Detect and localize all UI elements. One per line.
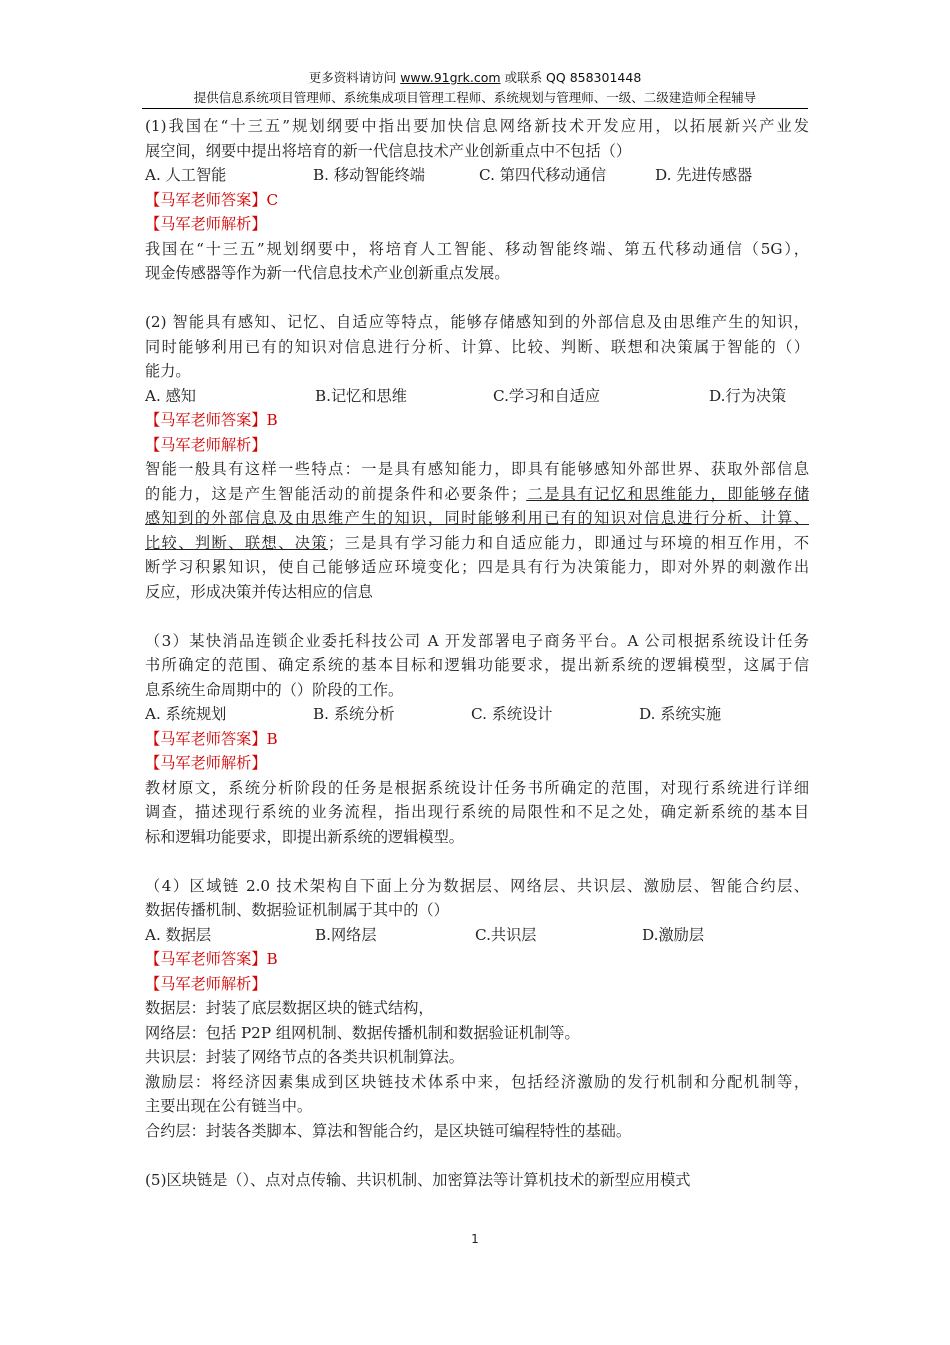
option-d: D. 先进传感器 [655,166,753,184]
analysis-line: 共识层：封装了网络节点的各类共识机制算法。 [145,1048,464,1066]
answer-label: 【马军老师答案】C [145,190,279,209]
option-b: B. 系统分析 [313,705,395,723]
question-3 [145,629,809,850]
analysis-label: 【马军老师解析】 [145,754,267,772]
underlined-text: 感知到的外部信息及由思维产生的知识，同时能够利用已有的知识对信息进行分析、计算、 [145,509,809,527]
website-link[interactable]: www.91grk.com [400,70,501,85]
analysis-line: 比较、判断、联想、决策；三是具有学习能力和自适应能力，即通过与环境的相互作用，不 [145,533,810,552]
analysis-line: 主要出现在公有链当中。 [145,1097,313,1115]
analysis-line: 合约层：封装各类脚本、算法和智能合约，是区块链可编程特性的基础。 [145,1121,631,1140]
option-a: A. 系统规划 [145,705,227,723]
header-divider [142,108,808,109]
question-stem-line: (5)区块链是（）、点对点传输、共识机制、加密算法等计算机技术的新型应用模式 [145,1170,691,1189]
page-number: 1 [471,1232,479,1246]
question-stem-line: （3）某快消品连锁企业委托科技公司 A 开发部署电子商务平台。A 公司根据系统设计任务 [145,631,809,650]
option-a: A. 数据层 [145,925,212,944]
analysis-line: 激励层：将经济因素集成到区块链技术体系中来，包括经济激励的发行机制和分配机制等， [145,1072,809,1091]
analysis-line: 反应，形成决策并传达相应的信息 [145,582,373,601]
option-c: C. 第四代移动通信 [479,166,607,184]
analysis-line: 调查，描述现行系统的业务流程，指出现行系统的局限性和不足之处，确定新系统的基本目 [145,803,809,821]
option-b: B.记忆和思维 [315,386,407,405]
document-body [145,114,809,1192]
question-stem-line: 展空间，纲要中提出将培育的新一代信息技术产业创新重点中不包括（） [145,141,631,160]
options-row [145,923,809,948]
answer-label: 【马军老师答案】B [145,411,278,429]
question-2 [145,310,809,604]
analysis-line: 的能力，这是产生智能活动的前提条件和必要条件；二是具有记忆和思维能力，即能够存储 [145,484,810,503]
underlined-text: 二是具有记忆和思维能力，即能够存储 [526,484,810,503]
options-row [145,163,809,188]
option-a: A. 感知 [145,386,196,405]
analysis-line: 我国在“十三五”规划纲要中，将培育人工智能、移动智能终端、第五代移动通信（5G）， [145,239,809,258]
options-row [145,384,809,409]
question-stem-line: 书所确定的范围、确定系统的基本目标和逻辑功能要求，提出新系统的逻辑模型，这属于信 [145,656,809,674]
answer-label: 【马军老师答案】B [145,950,278,968]
option-d: D.激励层 [642,925,705,944]
question-5 [145,1168,809,1193]
answer-label: 【马军老师答案】B [145,729,278,748]
question-4 [145,874,809,1144]
analysis-line: 数据层：封装了底层数据区块的链式结构， [145,999,434,1017]
option-b: B.网络层 [315,925,377,944]
question-stem-line: 能力。 [145,362,191,380]
analysis-line: 网络层：包括 P2P 组网机制、数据传播机制和数据验证机制等。 [145,1023,580,1042]
question-stem-line: 数据传播机制、数据验证机制属于其中的（） [145,901,449,919]
analysis-label: 【马军老师解析】 [145,974,267,993]
option-c: C.共识层 [475,925,537,944]
analysis-label: 【马军老师解析】 [145,215,267,233]
option-c: C.学习和自适应 [493,386,601,405]
analysis-line: 断学习积累知识，使自己能够适应环境变化；四是具有行为决策能力，即对外界的刺激作出 [145,558,809,576]
header-line-services: 提供信息系统项目管理师、系统集成项目管理工程师、系统规划与管理师、一级、二级建造师全程辅导 [193,90,757,105]
header-line-contact: 更多资料请访问 www.91grk.com 或联系 QQ 858301448 [308,70,642,85]
question-stem-line: (1)我国在“十三五”规划纲要中指出要加快信息网络新技术开发应用，以拓展新兴产业发 [145,117,809,135]
question-stem-line: 息系统生命周期中的（）阶段的工作。 [145,680,404,699]
question-1 [145,114,809,286]
option-d: D. 系统实施 [639,705,722,723]
analysis-line: 标和逻辑功能要求，即提出新系统的逻辑模型。 [145,827,464,846]
option-d: D.行为决策 [709,386,787,405]
question-stem-line: 同时能够利用已有的知识对信息进行分析、计算、比较、判断、联想和决策属于智能的（） [145,337,809,356]
option-a: A. 人工智能 [145,166,227,184]
underlined-text: 比较、判断、联想、决策 [145,533,328,552]
analysis-line: 现金传感器等作为新一代信息技术产业创新重点发展。 [145,264,510,282]
analysis-line: 智能一般具有这样一些特点：一是具有感知能力，即具有能够感知外部世界、获取外部信息 [145,460,809,478]
option-b: B. 移动智能终端 [313,166,425,184]
question-stem-line: （4）区域链 2.0 技术架构自下面上分为数据层、网络层、共识层、激励层、智能合约层、 [145,876,809,895]
option-c: C. 系统设计 [471,705,553,723]
options-row [145,702,809,727]
analysis-label: 【马军老师解析】 [145,435,267,454]
analysis-line: 教材原文，系统分析阶段的任务是根据系统设计任务书所确定的范围，对现行系统进行详细 [145,778,809,797]
question-stem-line: (2) 智能具有感知、记忆、自适应等特点，能够存储感知到的外部信息及由思维产生的知识， [145,313,809,331]
